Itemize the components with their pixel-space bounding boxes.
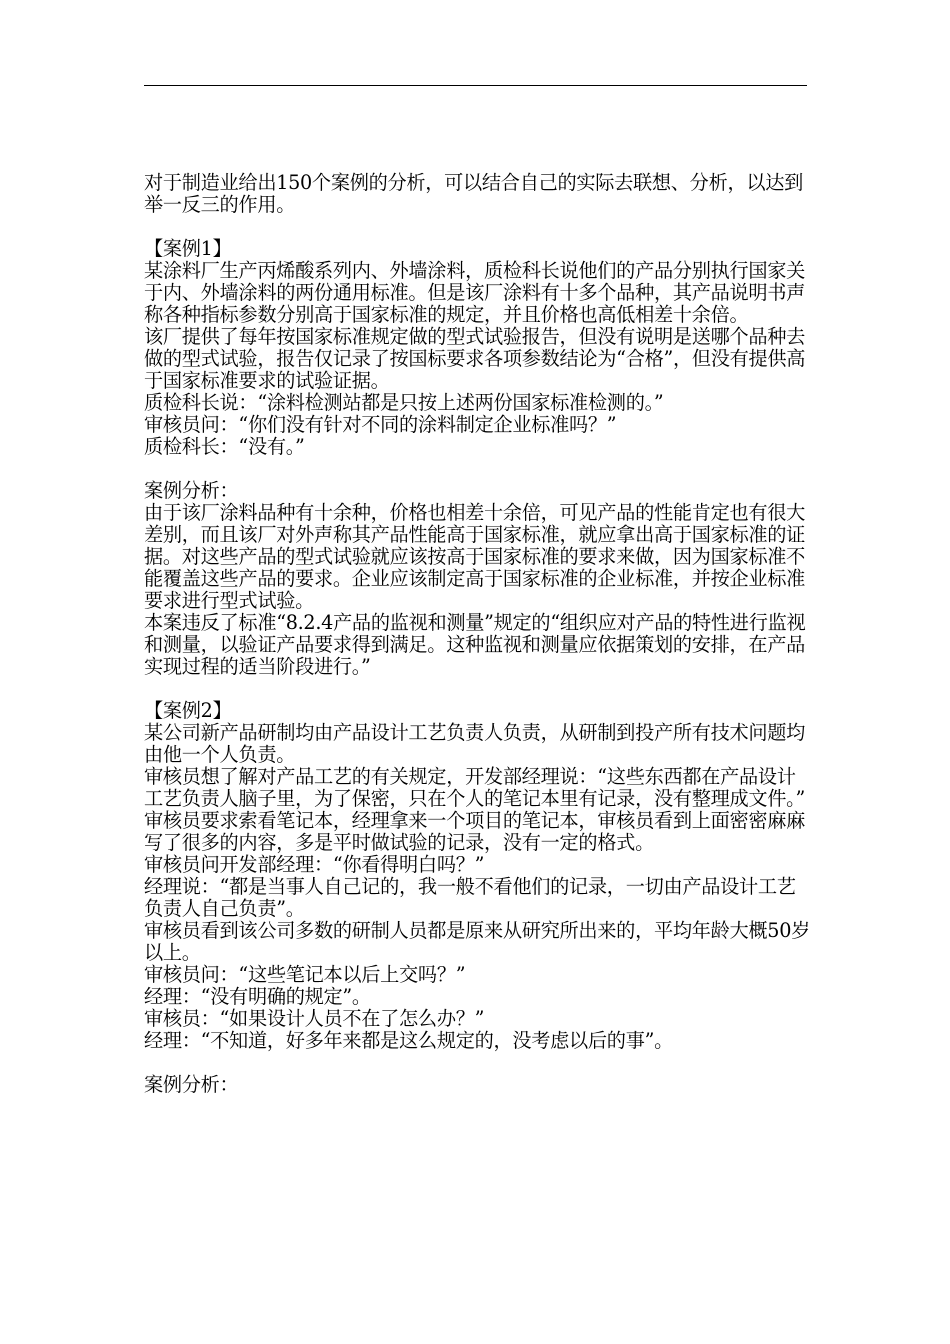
case2-paragraph: 经理：“不知道，好多年来都是这么规定的，没考虑以后的事”。 bbox=[144, 1029, 673, 1052]
spacer bbox=[144, 678, 810, 700]
header-rule bbox=[144, 85, 807, 86]
case2-paragraph: 经理说：“都是当事人自己记的，我一般不看他们的记录，一切由产品设计工艺负责人自己负责”。 bbox=[144, 875, 796, 920]
case1-analysis-paragraph: 本案违反了标准“8.2.4产品的监视和测量”规定的“组织应对产品的特性进行监视和测量，以验证产品要求得到满足。这种监视和测量应依据策划的安排，在产品实现过程的适当阶段进行。” bbox=[144, 611, 806, 678]
case2-paragraph: 审核员想了解对产品工艺的有关规定，开发部经理说：“这些东西都在产品设计工艺负责人脑子里，为了保密，只在个人的笔记本里有记录，没有整理成文件。” bbox=[144, 765, 805, 810]
case2-paragraph: 经理：“没有明确的规定”。 bbox=[144, 985, 371, 1008]
case1-paragraph: 该厂提供了每年按国家标准规定做的型式试验报告，但没有说明是送哪个品种去做的型式试验，报告仅记录了按国标要求各项参数结论为“合格”，但没有提供高于国家标准要求的试验证据。 bbox=[144, 325, 806, 392]
case2-paragraph: 审核员：“如果设计人员不在了怎么办？” bbox=[144, 1007, 485, 1030]
intro-paragraph: 对于制造业给出150个案例的分析，可以结合自己的实际去联想、分析，以达到举一反三的作用。 bbox=[144, 171, 804, 216]
case2-paragraph: 审核员要求索看笔记本，经理拿来一个项目的笔记本，审核员看到上面密密麻麻写了很多的内容，多是平时做试验的记录，没有一定的格式。 bbox=[144, 809, 806, 854]
case2-paragraph: 审核员问：“这些笔记本以后上交吗？” bbox=[144, 963, 466, 986]
case2-paragraph: 审核员看到该公司多数的研制人员都是原来从研究所出来的，平均年龄大概50岁以上。 bbox=[144, 919, 810, 964]
case2-paragraph: 审核员问开发部经理：“你看得明白吗？” bbox=[144, 853, 485, 876]
case1-paragraph: 某涂料厂生产丙烯酸系列内、外墙涂料，质检科长说他们的产品分别执行国家关于内、外墙涂料的两份通用标准。但是该厂涂料有十多个品种，其产品说明书声称各种指标参数分别高于国家标准的规定，并且价格也高低相差十余倍。 bbox=[144, 259, 806, 326]
case2-paragraph: 某公司新产品研制均由产品设计工艺负责人负责，从研制到投产所有技术问题均由他一个人负责。 bbox=[144, 721, 806, 766]
case1-analysis-paragraph: 由于该厂涂料品种有十余种，价格也相差十余倍，可见产品的性能肯定也有很大差别，而且该厂对外声称其产品性能高于国家标准，就应拿出高于国家标准的证据。对这些产品的型式试验就应该按高于国家标准的要求来做，因为国家标准不能覆盖这些产品的要求。企业应该制定高于国家标准的企业标准，并按企业标准要求进行型式试验。 bbox=[144, 501, 806, 612]
case1-heading: 【案例1】 bbox=[144, 237, 232, 260]
spacer bbox=[144, 458, 810, 480]
case1-paragraph: 质检科长说：“涂料检测站都是只按上述两份国家标准检测的。” bbox=[144, 391, 664, 414]
case2-heading: 【案例2】 bbox=[144, 699, 232, 722]
case1-paragraph: 质检科长：“没有。” bbox=[144, 435, 305, 458]
case2-analysis-heading: 案例分析： bbox=[144, 1073, 239, 1096]
spacer bbox=[144, 216, 810, 238]
document-body bbox=[144, 172, 810, 1096]
case1-paragraph: 审核员问：“你们没有针对不同的涂料制定企业标准吗？” bbox=[144, 413, 617, 436]
spacer bbox=[144, 1052, 810, 1074]
case1-analysis-heading: 案例分析： bbox=[144, 479, 239, 502]
